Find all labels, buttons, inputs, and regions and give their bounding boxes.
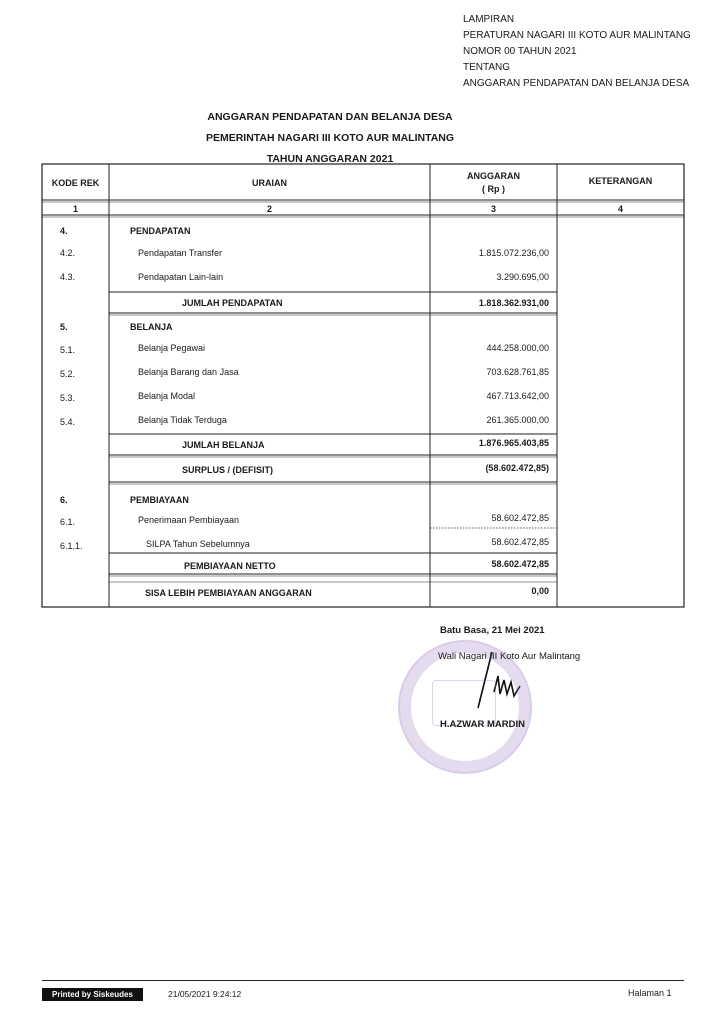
row-label: Belanja Pegawai [138,343,206,353]
row-label: Pendapatan Lain-lain [138,272,224,282]
row-code: 6.1.1. [60,541,83,551]
section-label-pembiayaan: PEMBIAYAAN [130,495,189,505]
footer-divider [42,980,684,981]
row-amount: 703.628.761,85 [486,367,549,377]
lampiran-line: TENTANG [463,62,511,73]
row-label: Belanja Tidak Terduga [138,415,227,425]
row-label: Penerimaan Pembiayaan [138,515,240,525]
signature-place-date: Batu Basa, 21 Mei 2021 [440,625,545,636]
row-label: Belanja Modal [138,391,196,401]
section-label-belanja: BELANJA [130,322,173,332]
total-amount-belanja: 1.876.965.403,85 [478,438,549,448]
print-timestamp: 21/05/2021 9:24:12 [168,989,242,999]
row-amount: 3.290.695,00 [496,272,549,282]
total-label-pembiayaan: PEMBIAYAAN NETTO [184,561,276,571]
lampiran-line: NOMOR 00 TAHUN 2021 [463,46,577,57]
total-amount-pendapatan: 1.818.362.931,00 [478,298,549,308]
total-label-belanja: JUMLAH BELANJA [182,440,265,450]
col-number: 3 [490,204,496,214]
row-code: 5.2. [60,369,76,379]
section-code: 5. [60,322,68,332]
header-kode-rek: KODE REK [51,178,100,188]
surplus-label: SURPLUS / (DEFISIT) [182,465,274,475]
row-label: Belanja Barang dan Jasa [138,367,239,377]
total-label-pendapatan: JUMLAH PENDAPATAN [182,298,283,308]
col-number: 4 [617,204,623,214]
row-label: Pendapatan Transfer [138,248,223,258]
row-amount: 444.258.000,00 [486,343,549,353]
header-anggaran: ANGGARAN [467,171,520,181]
header-anggaran-unit: ( Rp ) [482,184,505,194]
header-uraian: URAIAN [252,178,287,188]
row-code: 5.3. [60,393,76,403]
section-code: 4. [60,226,68,236]
sisa-label: SISA LEBIH PEMBIAYAAN ANGGARAN [145,588,312,598]
signature-name: H.AZWAR MARDIN [440,719,525,730]
page-number: Halaman 1 [628,988,672,998]
title-line-3: TAHUN ANGGARAN 2021 [266,153,394,165]
row-label: SILPA Tahun Sebelumnya [146,539,250,549]
row-amount: 58.602.472,85 [491,513,549,523]
row-code: 6.1. [60,517,76,527]
lampiran-line: PERATURAN NAGARI III KOTO AUR MALINTANG [463,30,691,41]
row-amount: 1.815.072.236,00 [478,248,549,258]
row-code: 5.4. [60,417,76,427]
row-code: 5.1. [60,345,76,355]
section-code: 6. [60,495,68,505]
col-number: 2 [266,204,272,214]
row-code: 4.2. [60,248,76,258]
header-keterangan: KETERANGAN [588,176,653,186]
section-label-pendapatan: PENDAPATAN [130,226,191,236]
printed-by-badge: Printed by Siskeudes [42,988,143,1001]
title-line-2: PEMERINTAH NAGARI III KOTO AUR MALINTANG [205,132,455,144]
total-amount-pembiayaan: 58.602.472,85 [491,559,549,569]
signature-title: Wali Nagari III Koto Aur Malintang [438,651,581,662]
row-amount: 467.713.642,00 [486,391,549,401]
surplus-amount: (58.602.472,85) [485,463,549,473]
lampiran-line: ANGGARAN PENDAPATAN DAN BELANJA DESA [463,78,690,89]
col-number: 1 [72,204,78,214]
title-line-1: ANGGARAN PENDAPATAN DAN BELANJA DESA [207,111,453,123]
row-amount: 261.365.000,00 [486,415,549,425]
row-amount: 58.602.472,85 [491,537,549,547]
lampiran-line: LAMPIRAN [463,14,515,25]
sisa-amount: 0,00 [531,586,549,596]
row-code: 4.3. [60,272,76,282]
